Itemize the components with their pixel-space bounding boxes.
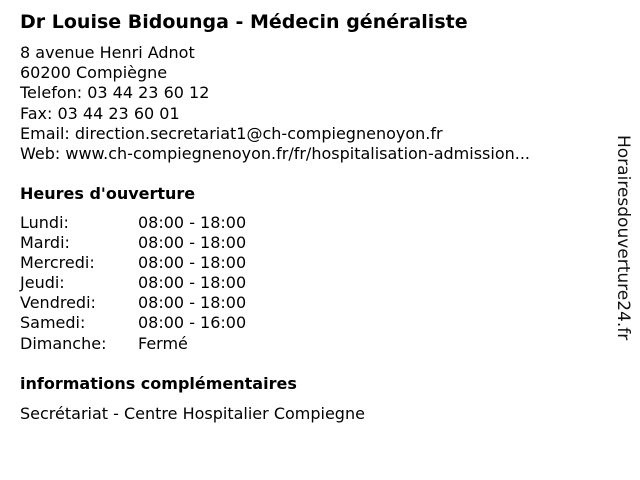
contact-block xyxy=(20,43,530,164)
phone-number: Telefon: 03 44 23 60 12 xyxy=(20,83,210,103)
day-label: Vendredi: xyxy=(20,293,96,313)
additional-info-heading: informations complémentaires xyxy=(20,374,297,393)
opening-hours-table xyxy=(20,213,320,354)
hours-row-wednesday xyxy=(20,253,320,273)
hours-value: Fermé xyxy=(138,333,188,353)
site-watermark: Horairesdouverture24.fr xyxy=(613,135,633,341)
fax-number: Fax: 03 44 23 60 01 xyxy=(20,103,180,123)
opening-hours-heading: Heures d'ouverture xyxy=(20,184,196,203)
hours-value: 08:00 - 16:00 xyxy=(138,313,247,333)
hours-row-sunday xyxy=(20,334,320,354)
hours-row-tuesday xyxy=(20,233,320,253)
hours-value: 08:00 - 18:00 xyxy=(138,293,247,313)
hours-row-thursday xyxy=(20,273,320,293)
email-address: Email: direction.secretariat1@ch-compiegnenoyon.fr xyxy=(20,123,443,143)
day-label: Lundi: xyxy=(20,213,69,232)
hours-row-friday xyxy=(20,293,320,313)
additional-info-text: Secrétariat - Centre Hospitalier Compiegne xyxy=(20,404,365,423)
address-city: 60200 Compiègne xyxy=(20,63,168,83)
hours-value: 08:00 - 18:00 xyxy=(138,273,247,293)
day-label: Samedi: xyxy=(20,313,86,333)
hours-value: 08:00 - 18:00 xyxy=(138,233,247,253)
day-label: Mardi: xyxy=(20,233,70,253)
hours-value: 08:00 - 18:00 xyxy=(138,213,247,232)
hours-row-monday xyxy=(20,213,320,233)
page-title: Dr Louise Bidounga - Médecin généraliste xyxy=(20,11,468,33)
hours-value: 08:00 - 18:00 xyxy=(138,253,247,273)
day-label: Dimanche: xyxy=(20,333,107,353)
day-label: Jeudi: xyxy=(20,273,65,293)
day-label: Mercredi: xyxy=(20,253,95,273)
hours-row-saturday xyxy=(20,313,320,333)
address-street: 8 avenue Henri Adnot xyxy=(20,43,195,62)
website-url: Web: www.ch-compiegnenoyon.fr/fr/hospitalisation-admission... xyxy=(20,143,531,163)
